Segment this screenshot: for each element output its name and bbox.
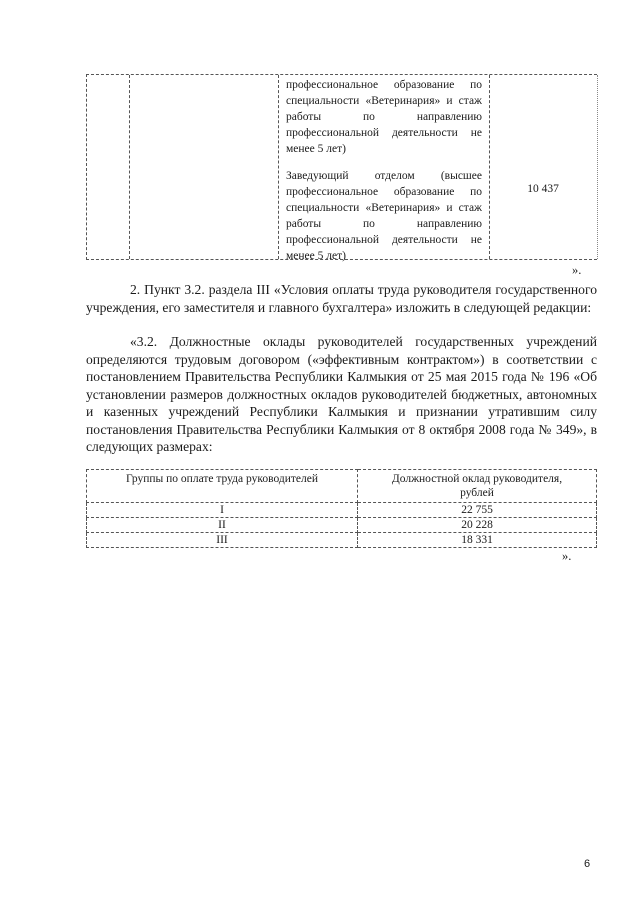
page-number: 6 (584, 858, 591, 870)
header-salary-line: рублей (460, 487, 494, 499)
table-row (87, 533, 597, 548)
table-column-divider (129, 75, 130, 259)
closing-quote: ». (562, 549, 572, 563)
salary-cell: 18 331 (358, 533, 597, 548)
position-description-cell: профессиональное образование по специальности «Ветеринария» и стаж работы по направлению профессиональной деятельности не менее 5 лет) (286, 79, 482, 155)
table-column-divider (278, 75, 279, 259)
header-group-cell: Группы по оплате труда руководителей (87, 470, 358, 503)
table-header-row (87, 470, 597, 503)
table-row (87, 503, 597, 518)
amendment-text-paragraph: «3.2. Должностные оклады руководителей государственных учреждений определяются трудовым договором («эффективным контрактом») в соответствии с постановлением Правительства Республики Калмыкия от 25 мая 2015 года № 196 «Об установлении размеров должностных окладов руководителей бюджетных, автономных и казенных учреждений Республики Калмыкия и признании утратившим силу постановления Правительства Республики Калмыкия от 8 октября 2008 года № 349», в следующих размерах: (86, 334, 597, 454)
group-cell: II (87, 518, 358, 533)
salary-table-fragment (86, 74, 597, 260)
salary-cell: 22 755 (358, 503, 597, 518)
group-cell: III (87, 533, 358, 548)
table-row (87, 518, 597, 533)
salary-cell: 20 228 (358, 518, 597, 533)
group-cell: I (87, 503, 358, 518)
closing-quote: ». (572, 263, 582, 277)
table-column-divider (597, 75, 598, 259)
table-column-divider (489, 75, 490, 259)
header-salary-cell (358, 470, 597, 503)
position-description-cell: Заведующий отделом (высшее профессиональное образование по специальности «Ветеринария» и стаж работы по направлению профессиональной деятельности не менее 5 лет) (286, 170, 482, 262)
header-salary-line: Должностной оклад руководителя, (391, 473, 563, 485)
salary-value-cell: 10 437 (527, 183, 559, 195)
amendment-paragraph: 2. Пункт 3.2. раздела III «Условия оплаты труда руководителя государственного учреждения, его заместителя и главного бухгалтера» изложить в следующей редакции: (86, 282, 597, 315)
salary-groups-table (86, 469, 597, 548)
